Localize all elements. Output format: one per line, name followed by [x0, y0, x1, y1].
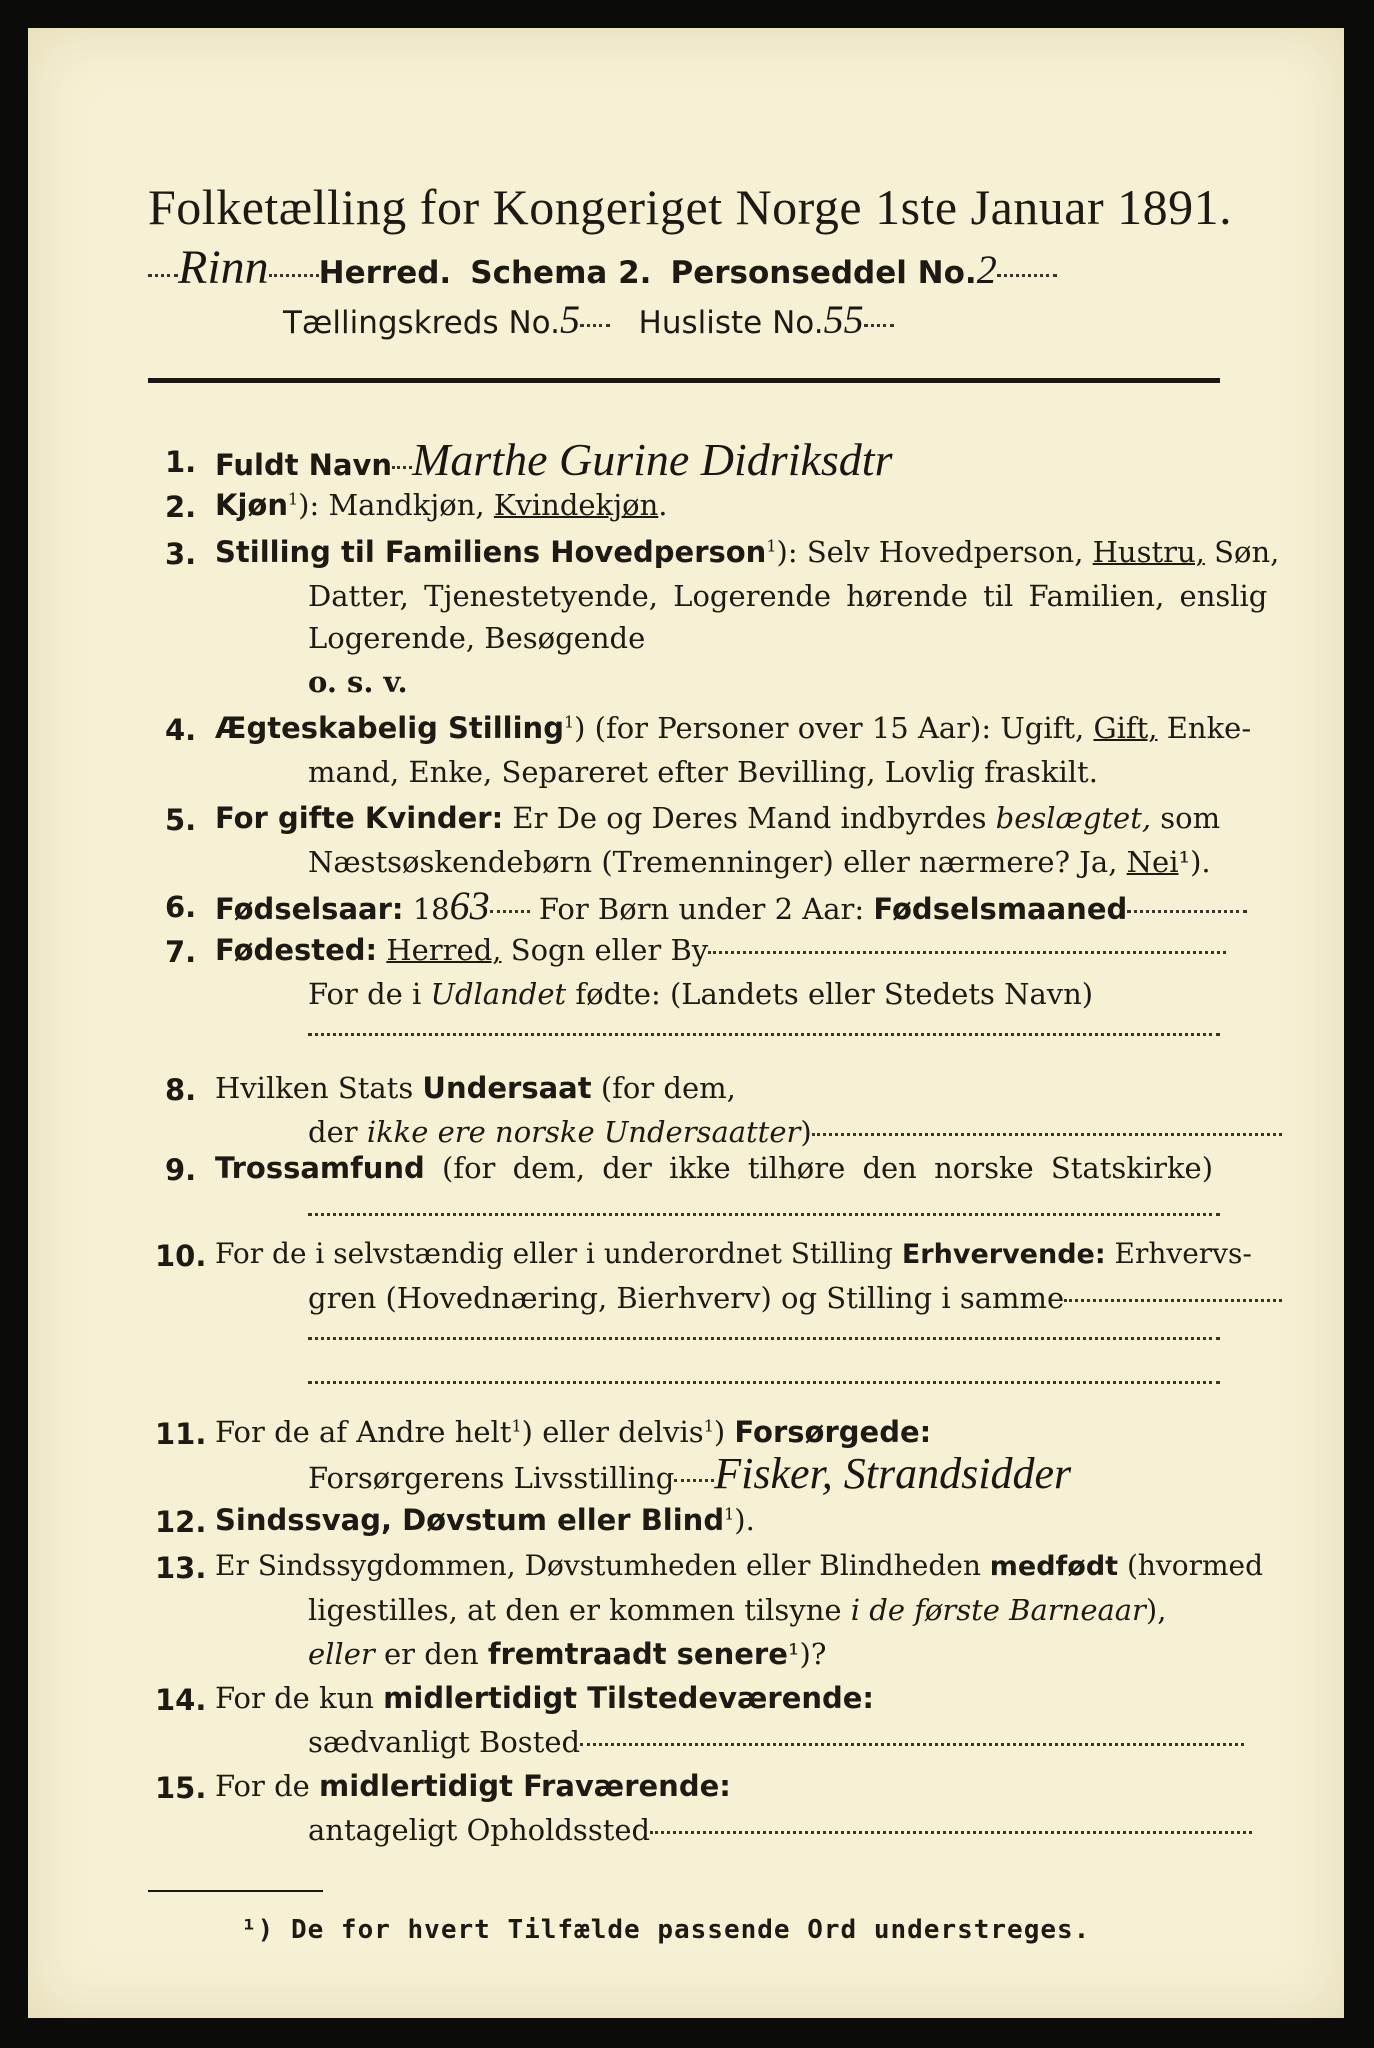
item-text: ligestilles, at den er kommen tilsyne [308, 1593, 851, 1627]
dotted-leader [864, 323, 894, 327]
item-number: 13. [155, 1551, 207, 1585]
item-label: Fuldt Navn [215, 448, 393, 482]
item-text: Næstsøskendebørn (Tremenninger) eller nærmere? Ja, [308, 845, 1127, 879]
dotted-leader [490, 909, 530, 913]
item-label: Stilling til Familiens Hovedperson [215, 535, 767, 569]
item-number: 4. [165, 713, 197, 747]
husliste-label: Husliste No. [638, 305, 824, 341]
dotted-leader [997, 273, 1057, 277]
item-text: For Børn under 2 Aar: [529, 892, 874, 926]
item-label: Kjøn [215, 488, 288, 522]
item-13-line-3 [308, 1637, 826, 1671]
item-text: Er Sindssygdommen, Døvstumheden eller Blindheden [215, 1549, 990, 1582]
item-text: ). [734, 1503, 755, 1537]
item-number: 3. [165, 537, 197, 571]
item-4-line [215, 711, 1251, 745]
item-number: 10. [155, 1239, 207, 1273]
item-text: der [308, 1115, 367, 1149]
item-label: Ægteskabelig Stilling [215, 711, 564, 745]
item-label: Trossamfund [215, 1151, 425, 1185]
underlined-choice: Kvindekjøn [493, 488, 659, 522]
item-10-line-2 [308, 1281, 1282, 1315]
item-number: 12. [155, 1505, 207, 1539]
birth-year-value: 63 [449, 883, 490, 928]
item-14-line-2 [308, 1725, 1244, 1759]
item-number: 1. [165, 445, 197, 479]
item-number: 6. [165, 890, 197, 924]
item-label: Fødselsaar: [215, 892, 404, 926]
item-text: antageligt Opholdssted [308, 1813, 651, 1847]
personseddel-number: 2 [976, 247, 997, 292]
footnote-mark: 1 [287, 489, 299, 509]
blank-answer-line [308, 1337, 1220, 1340]
item-4-line-2: mand, Enke, Separeret efter Bevilling, Lovlig fraskilt. [308, 755, 1098, 789]
dotted-leader [148, 273, 178, 277]
item-text: For de i selvstændig eller i underordnet Stilling [215, 1237, 902, 1270]
item-3-line-3: Logerende, Besøgende [308, 621, 646, 655]
item-3-line [215, 535, 1279, 569]
herred-line [148, 240, 1057, 295]
item-number: 9. [165, 1153, 197, 1187]
item-number: 5. [165, 803, 197, 837]
kreds-label: Tællingskreds No. [283, 305, 560, 341]
blank-answer-line [308, 1213, 1220, 1216]
item-text: For de af Andre helt [215, 1415, 512, 1449]
item-number: 15. [155, 1771, 207, 1805]
item-3-line-4: o. s. v. [308, 665, 408, 699]
item-13-line [215, 1549, 1263, 1582]
item-number: 2. [165, 490, 197, 524]
item-text: : (Landets eller Stedets Navn) [650, 977, 1094, 1011]
item-text-italic: i de første Barneaar [850, 1593, 1146, 1627]
item-label: Erhvervende: [901, 1239, 1106, 1270]
item-label: Sindssvag, Døvstum eller Blind [215, 1503, 725, 1537]
item-8-line-2 [308, 1115, 1282, 1149]
item-number: 11. [155, 1417, 207, 1451]
item-text: For de i [308, 977, 431, 1011]
footnote-divider [148, 1890, 323, 1892]
dotted-leader [580, 1742, 1244, 1746]
item-15-line [215, 1769, 731, 1803]
item-7-line-2 [308, 977, 1093, 1011]
item-text: . [658, 488, 668, 522]
item-text: gren (Hovednæring, Bierhverv) og Stilling i samme [308, 1281, 1065, 1315]
footnote-mark: 1 [766, 536, 777, 556]
item-3-line-2: Datter, Tjenestetyende, Logerende hørende til Familien, enslig [308, 579, 1268, 613]
item-text: For de [215, 1769, 320, 1803]
dotted-leader [580, 323, 610, 327]
item-14-line [215, 1681, 874, 1715]
item-text: Sogn eller By [501, 933, 709, 967]
item-text: er den [374, 1637, 488, 1671]
item-8-line [215, 1071, 736, 1105]
underlined-choice: Hustru, [1092, 535, 1205, 569]
item-text-italic: eller [308, 1637, 375, 1671]
item-1-line [215, 433, 892, 486]
item-text: Enke- [1157, 711, 1252, 745]
dotted-leader [812, 1132, 1282, 1136]
item-label: midlertidigt Tilstedeværende: [383, 1681, 875, 1715]
item-text: 18 [403, 892, 450, 926]
dotted-leader [708, 950, 1226, 954]
schema-label: Schema 2. [470, 255, 652, 291]
item-text: ) [800, 1115, 812, 1149]
item-text: fødte [566, 977, 651, 1011]
item-6-line [215, 882, 1247, 929]
item-text: Hvilken Stats [215, 1071, 423, 1105]
item-text: som [1151, 801, 1221, 835]
item-label: fremtraadt senere [487, 1637, 788, 1671]
item-11-line [215, 1415, 931, 1449]
dotted-leader [650, 1830, 1252, 1834]
dotted-leader [1064, 1298, 1282, 1302]
item-text: ) (for Personer over 15 Aar): Ugift, [574, 711, 1094, 745]
item-text: ) [713, 1415, 735, 1449]
herred-label: Herred. [318, 255, 452, 291]
item-text: Erhvervs- [1105, 1237, 1252, 1270]
item-text: ): Selv Hovedperson, [776, 535, 1093, 569]
item-10-line [215, 1237, 1252, 1270]
item-text-italic: beslægtet, [995, 801, 1152, 835]
item-number: 7. [165, 935, 197, 969]
item-text-italic: ikke ere norske Undersaatter [366, 1115, 801, 1149]
item-number: 14. [155, 1683, 207, 1717]
form-title: Folketælling for Kongeriget Norge 1ste Januar 1891. [148, 179, 1233, 235]
item-label: Undersaat [422, 1071, 592, 1105]
kreds-number: 5 [559, 297, 580, 342]
item-text: sædvanligt Bosted [308, 1725, 581, 1759]
item-7-line [215, 933, 1226, 967]
item-12-line [215, 1503, 755, 1537]
footnote-mark: 1 [703, 1416, 714, 1436]
dotted-leader [1127, 909, 1247, 913]
item-5-line-2 [308, 845, 1211, 879]
item-15-line-2 [308, 1813, 1252, 1847]
item-13-line-2 [308, 1593, 1166, 1627]
item-text: Søn, [1204, 535, 1280, 569]
item-text-italic: Udlandet [430, 977, 567, 1011]
item-text: ¹). [1178, 845, 1211, 879]
personseddel-label: Personseddel No. [670, 255, 977, 291]
item-text: Forsørgerens Livsstilling [308, 1461, 675, 1495]
footnote-mark: 1 [563, 712, 575, 732]
item-label: Fødested: [215, 933, 378, 967]
item-text: For de kun [215, 1681, 384, 1715]
item-text: ) eller delvis [521, 1415, 704, 1449]
footnote-mark: 1 [724, 1504, 735, 1524]
item-text: (for dem, [591, 1071, 736, 1105]
husliste-number: 55 [823, 297, 864, 342]
dotted-leader [392, 465, 412, 469]
item-2-line [215, 488, 668, 522]
herred-name-handwritten: Rinn [178, 241, 269, 294]
footnote-mark: 1 [511, 1416, 522, 1436]
item-label: medfødt [989, 1551, 1119, 1582]
underlined-choice: Nei [1126, 845, 1179, 879]
footnote: ¹) De for hvert Tilfælde passende Ord understreges. [241, 1915, 1091, 1945]
dotted-leader [269, 273, 319, 277]
census-form-sheet [28, 28, 1344, 2018]
item-text: Er De og Deres Mand indbyrdes [503, 801, 996, 835]
item-text: (for dem, der ikke tilhøre den norske Statskirke) [424, 1151, 1214, 1185]
item-5-line [215, 801, 1220, 835]
underlined-choice: Gift, [1093, 711, 1158, 745]
item-label: Fødselsmaaned [873, 892, 1128, 926]
blank-answer-line [308, 1381, 1220, 1384]
item-text: ), [1145, 1593, 1167, 1627]
underlined-choice: Herred, [386, 933, 502, 967]
item-text: ): Mandkjøn, [298, 488, 494, 522]
provider-occupation-value: Fisker, Strandsidder [714, 1449, 1072, 1498]
blank-answer-line [308, 1033, 1220, 1036]
dotted-leader [674, 1478, 714, 1482]
item-9-line [215, 1151, 1213, 1185]
item-number: 8. [165, 1073, 197, 1107]
kreds-line [283, 296, 894, 343]
item-text: (hvormed [1118, 1549, 1264, 1582]
item-label: Forsørgede: [734, 1415, 932, 1449]
full-name-value: Marthe Gurine Didriksdtr [412, 434, 893, 485]
item-label: midlertidigt Fraværende: [319, 1769, 731, 1803]
item-text: ¹)? [787, 1637, 827, 1671]
header-divider [148, 378, 1220, 383]
item-11-line-2 [308, 1448, 1071, 1499]
item-label: For gifte Kvinder: [215, 801, 504, 835]
